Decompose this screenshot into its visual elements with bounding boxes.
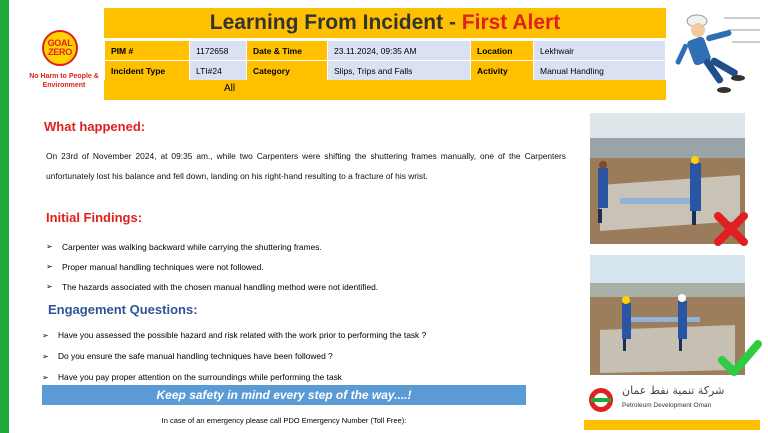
- title-main: Learning From Incident -: [209, 11, 462, 34]
- list-item: ➢ Have you pay proper attention on the surroundings while performing the task: [42, 367, 426, 388]
- title-alert: First Alert: [461, 11, 561, 34]
- footer-yellow-bar: [584, 420, 760, 430]
- list-item: ➢ The hazards associated with the chosen manual handling method were not identified.: [46, 277, 378, 297]
- falling-worker-illustration: [672, 8, 762, 103]
- list-item: ➢ Carpenter was walking backward while carrying the shuttering frames.: [46, 237, 378, 257]
- list-item: ➢ Proper manual handling techniques were not followed.: [46, 257, 378, 277]
- pdo-arabic-name: شركة تنمية نفط عمان: [622, 384, 725, 397]
- list-item: ➢ Do you ensure the safe manual handling techniques have been followed ?: [42, 346, 426, 367]
- logo-tagline: No Harm to People & Environment: [29, 73, 99, 89]
- info-row: PIM # 1172658 Date & Time 23.11.2024, 09:35 AM Location Lekhwair: [105, 41, 666, 61]
- incident-info-table: [104, 40, 666, 81]
- cross-icon: [714, 212, 748, 246]
- info-row: Incident Type LTI#24 Category Slips, Trips and Falls Activity Manual Handling: [105, 61, 666, 81]
- engagement-heading: Engagement Questions:: [48, 302, 198, 317]
- pdo-logo: [586, 386, 616, 414]
- initial-findings-heading: Initial Findings:: [46, 210, 143, 225]
- what-happened-text: On 23rd of November 2024, at 09:35 am., while two Carpenters were shifting the shuttering frames manually, one of the Carpenters unfortunately lost his balance and fell down, landing on his right-hand resulting to a fracture of his wrist.: [46, 151, 566, 181]
- check-icon: [718, 340, 762, 376]
- safety-banner: Keep safety in mind every step of the way....!: [42, 385, 526, 405]
- emergency-note: In case of an emergency please call PDO Emergency Number (Toll Free):: [161, 416, 407, 425]
- all-label: All: [224, 83, 236, 94]
- what-happened-heading: What happened:: [44, 119, 146, 134]
- page-title: [104, 8, 666, 38]
- engagement-list: [42, 325, 426, 388]
- findings-list: [46, 237, 378, 297]
- all-row: [104, 80, 666, 100]
- pdo-english-name: Petroleum Development Oman: [622, 402, 712, 409]
- side-accent-bar: [0, 0, 9, 433]
- list-item: ➢ Have you assessed the possible hazard and risk related with the work prior to performing the task ?: [42, 325, 426, 346]
- goal-zero-logo: GOAL ZERO: [42, 30, 78, 66]
